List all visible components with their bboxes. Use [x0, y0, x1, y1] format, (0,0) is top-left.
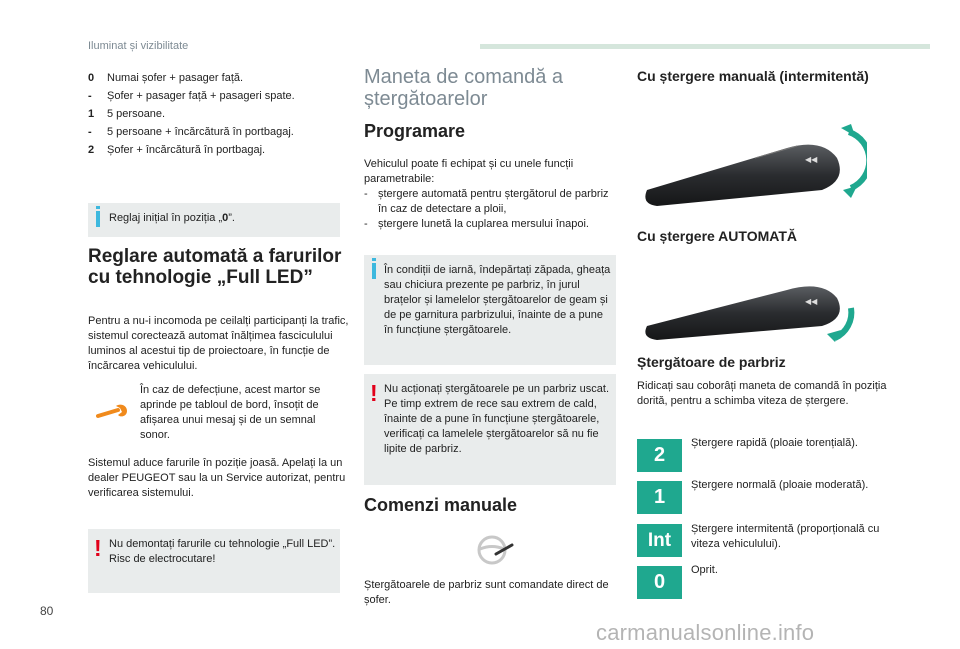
speed-text-2: Ștergere rapidă (ploaie torențială). — [691, 437, 858, 449]
programare-text — [364, 157, 616, 232]
steering-wheel-icon — [474, 532, 514, 566]
section-title-comenzi: Comenzi manuale — [364, 495, 518, 515]
svg-text:◀◀: ◀◀ — [805, 155, 818, 164]
reglaj-suffix: ”. — [228, 212, 235, 224]
warning-icon: ! — [370, 380, 378, 406]
sistem-text: Sistemul aduce farurile în poziție joasă. Apelați la un dealer PEUGEOT sau la un Service autorizat, pentru verificarea sistemului. — [88, 457, 346, 499]
programare-intro: Vehiculul poate fi echipat și cu unele funcții parametrabile: — [364, 158, 574, 185]
speed-badge-1: 1 — [637, 481, 682, 514]
occupancy-key: 1 — [88, 108, 95, 120]
svg-text:◀◀: ◀◀ — [805, 297, 818, 306]
info-box-reglaj — [88, 203, 340, 237]
section-title-maneta: Maneta de comandă a ștergătoarelor — [364, 66, 564, 110]
header-bar — [480, 44, 930, 49]
wiper-stalk-manual-illustration — [637, 118, 867, 210]
watermark-link[interactable]: carmanualsonline.info — [596, 620, 815, 645]
list-item: - ștergere automată pentru ștergătorul de parbriz în caz de detectare a ploii, — [364, 187, 616, 217]
occupancy-text: Șofer + încărcătură în portbagaj. — [107, 144, 266, 156]
section-title-automat: Cu ștergere AUTOMATĂ — [637, 228, 797, 244]
info-text: În condiții de iarnă, îndepărtați zăpada, gheața sau chiciura prezente pe parbriz, în jurul brațelor și lamelelor ștergătoarelor de geam și de pe garnitura parbrizului, înainte de a pune în funcțiune ștergătoarele. — [384, 264, 611, 336]
defect-text: În caz de defecțiune, acest martor se aprinde pe tabloul de bord, însoțit de afișarea unui mesaj și de un semnal sonor. — [140, 384, 321, 441]
info-icon — [372, 263, 376, 279]
occupancy-list — [88, 69, 348, 159]
occupancy-text: Numai șofer + pasager față. — [107, 72, 244, 84]
warning-icon: ! — [94, 535, 102, 561]
speed-text-0: Oprit. — [691, 564, 718, 576]
list-item: - ștergere lunetă la cuplarea mersului înapoi. — [364, 218, 589, 230]
occupancy-key: - — [88, 90, 92, 102]
speed-text-int: Ștergere intermitentă (proporțională cu viteza vehiculului). — [691, 523, 880, 550]
speed-badge-int: Int — [637, 524, 682, 557]
wiper-stalk-auto-illustration — [637, 272, 867, 342]
header-title: Iluminat și vizibilitate — [88, 40, 189, 52]
warning-text: Nu acționați ștergătoarele pe un parbriz uscat. Pe timp extrem de rece sau extrem de cald, înainte de a pune în funcțiune ștergătoarele, verificați ca lamelele ștergătoarelor să nu fie lipite de parbriz. — [384, 383, 610, 455]
speed-badge-2: 2 — [637, 439, 682, 472]
info-icon — [96, 211, 100, 227]
section-title-programare: Programare — [364, 121, 466, 141]
warning-box-uscat — [364, 374, 616, 485]
page-number: 80 — [40, 604, 54, 618]
reglare-intro: Pentru a nu-i incomoda pe ceilalți participanți la trafic, sistemul corectează automat înălțimea fasciculului luminos al acestui tip de proiectoare, în funcție de încărcarea vehiculului. — [88, 315, 349, 372]
occupancy-text: Șofer + pasager față + pasageri spate. — [107, 90, 295, 102]
list-item — [88, 141, 348, 159]
occupancy-key: 2 — [88, 144, 95, 156]
info-text — [109, 211, 235, 226]
section-title-parbriz: Ștergătoare de parbriz — [637, 354, 786, 370]
bullet-text: ștergere automată pentru ștergătorul de parbriz în caz de detectare a ploii, — [378, 188, 609, 215]
reglaj-prefix: Reglaj inițial în poziția „ — [109, 212, 223, 224]
list-item — [88, 105, 348, 123]
list-item — [88, 69, 348, 87]
occupancy-key: - — [88, 126, 92, 138]
bullet-text: ștergere lunetă la cuplarea mersului înapoi. — [378, 218, 589, 230]
section-title-manual: Cu ștergere manuală (intermitentă) — [637, 68, 869, 84]
warning-text: Nu demontați farurile cu tehnologie „Full LED”. Risc de electrocutare! — [109, 538, 336, 565]
occupancy-text: 5 persoane. — [107, 108, 166, 120]
reglaj-value: 0 — [222, 212, 229, 224]
speed-text-1: Ștergere normală (ploaie moderată). — [691, 479, 869, 491]
section-title-reglare: Reglare automată a farurilor cu tehnologie „Full LED” — [88, 246, 342, 288]
list-item — [88, 123, 348, 141]
wrench-icon — [96, 402, 130, 422]
occupancy-key: 0 — [88, 72, 95, 84]
occupancy-text: 5 persoane + încărcătură în portbagaj. — [107, 126, 294, 138]
comenzi-text: Ștergătoarele de parbriz sunt comandate direct de șofer. — [364, 579, 609, 606]
warning-box-faruri — [88, 529, 340, 593]
info-box-iarna — [364, 255, 616, 365]
list-item — [88, 87, 348, 105]
speed-badge-0: 0 — [637, 566, 682, 599]
parbriz-text: Ridicați sau coborâți maneta de comandă în poziția dorită, pentru a schimba viteza de ștergere. — [637, 380, 887, 407]
